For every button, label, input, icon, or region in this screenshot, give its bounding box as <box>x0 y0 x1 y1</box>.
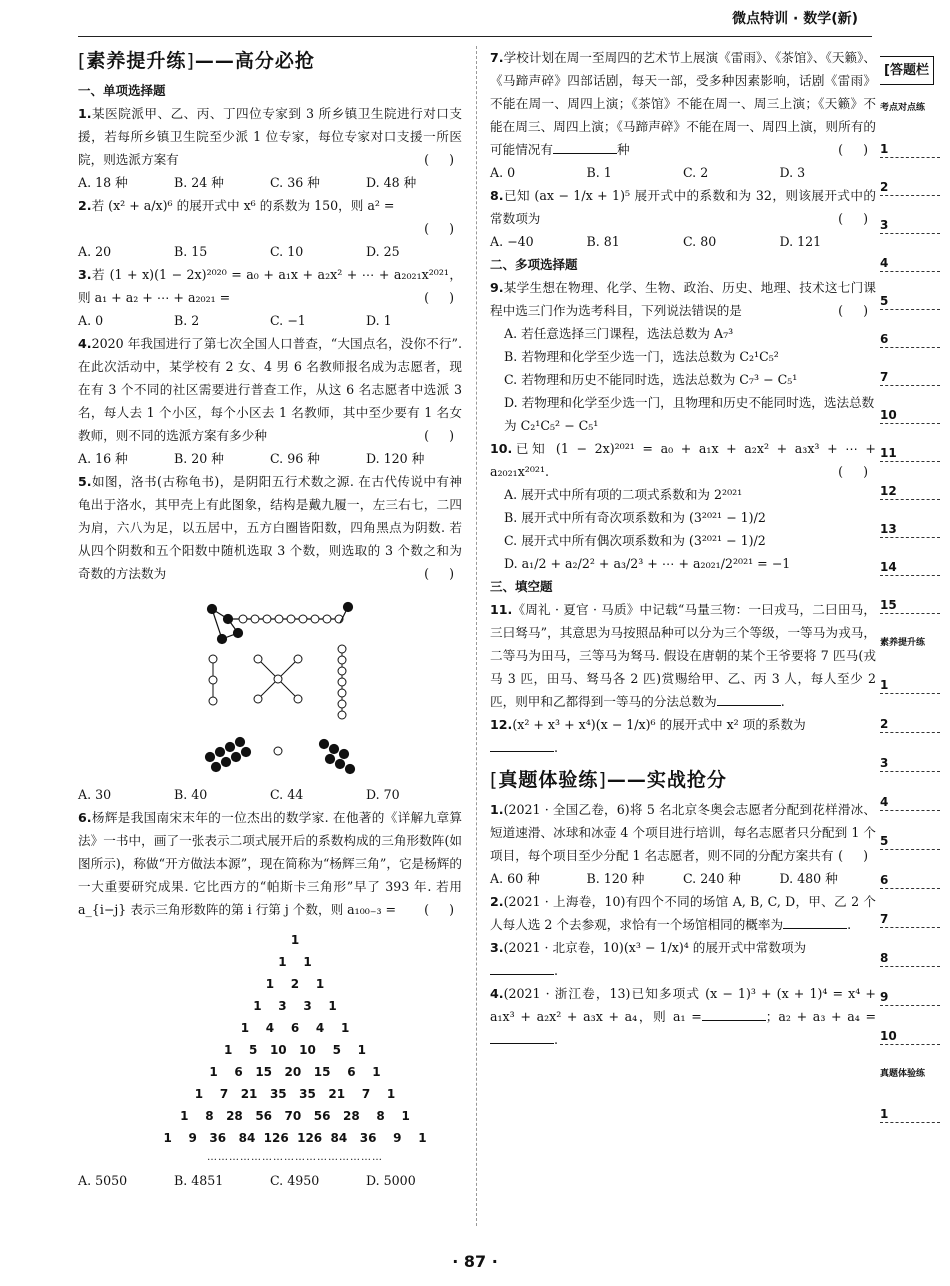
answer-slot[interactable]: 6 <box>880 872 940 889</box>
question-3: 3.若 (1 + x)(1 − 2x)²⁰²⁰ = a₀ + a₁x + a₂x² + ⋯ + a₂₀₂₁x²⁰²¹，则 a₁ + a₂ + ⋯ + a₂₀₂₁ = ( ) A. 0 B. 2 C. −1 D. 1 <box>78 267 462 328</box>
subhead-fill: 三、填空题 <box>490 579 553 594</box>
question-8: 8.已知 (ax − 1/x + 1)⁵ 展开式中的系数和为 32，则该展开式中的常数项为 ( ) A. −40 B. 81 C. 80 D. 121 <box>490 188 876 249</box>
answer-slot[interactable]: 5 <box>880 293 940 310</box>
answer-slot[interactable]: 1 <box>880 1106 940 1123</box>
question-7: 7.学校计划在周一至周四的艺术节上展演《雷雨》、《茶馆》、《天籁》、《马蹄声碎》四部话剧，每天一部，受多种因素影响，话剧《雷雨》不能在周一、周四上演；《茶馆》不能在周一、周三上演；《天籁》不能在周三、周四上演；《马蹄声碎》不能在周一、周四上演，则所有的可能情况有 种 ( ) A. 0 B. 1 C. 2 D. 3 <box>490 50 876 180</box>
zhenti-question-4: 4.(2021 · 浙江卷，13)已知多项式 (x − 1)³ + (x + 1)⁴ = x⁴ + a₁x³ + a₂x² + a₃x + a₄，则 a₁ = ；a₂ + a₃ + a₄ =. <box>490 986 876 1047</box>
answer-slot[interactable]: 3 <box>880 217 940 234</box>
zhenti-question-1: 1.(2021 · 全国乙卷，6)将 5 名北京冬奥会志愿者分配到花样滑冰、短道速滑、冰球和冰壶 4 个项目进行培训，每名志愿者只分配到 1 个项目，每个项目至少分配 1 名志愿者，则不同的分配方案共有 ( ) A. 60 种 B. 120 种 C. 240 种 D. 480 种 <box>490 802 876 886</box>
answer-blank <box>553 139 617 154</box>
subhead-multi: 二、多项选择题 <box>490 257 578 272</box>
answer-slot[interactable]: 5 <box>880 833 940 850</box>
answer-slot[interactable]: 1 <box>880 141 940 158</box>
answer-blank <box>490 1029 554 1044</box>
section-banner-zhenti: [真题体验练]——实战抢分 <box>490 769 727 791</box>
page-header-title: 微点特训 · 数学(新) <box>732 11 858 27</box>
answer-blank <box>490 960 554 975</box>
answer-blank <box>783 914 847 929</box>
question-11: 11.《周礼 · 夏官 · 马质》中记载“马量三物：一曰戎马，二曰田马，三曰驽马”，其意思为马按照品种可以分为三个等级，一等马为戎马，二等马为田马，三等马为驽马. 假设在唐朝的某个王爷要将 7 匹马(戎马 3 匹，田马、驽马各 2 匹)赏赐给甲、乙、丙 3 人，每人至少 2 匹，则甲和乙都得到一等马的分法总数为 . <box>490 602 876 709</box>
answer-slot[interactable]: 10 <box>880 407 940 424</box>
answer-blank <box>490 737 554 752</box>
question-9: 9.某学生想在物理、化学、生物、政治、历史、地理、技术这七门课程中选三门作为选考科目，下列说法错误的是 ( ) A. 若任意选择三门课程，选法总数为 A₇³ B. 若物理和化学至少选一门，选法总数为 C₂¹C₅² C. 若物理和历史不能同时选，选法总数为 C₇³ − C₅¹ D. 若物理和化学至少选一门，且物理和历史不能同时选，选法总数为 C₂¹C₅² − C₅¹ <box>490 280 876 433</box>
luoshu-diagram <box>78 589 462 779</box>
answer-slot[interactable]: 8 <box>880 950 940 967</box>
luoshu-figure <box>78 589 462 779</box>
answer-slot[interactable]: 4 <box>880 794 940 811</box>
question-10: 10.已知 (1 − 2x)²⁰²¹ = a₀ + a₁x + a₂x² + a₃x³ + ⋯ + a₂₀₂₁x²⁰²¹. ( ) A. 展开式中所有项的二项式系数和为 2²⁰²¹ B. 展开式中所有奇次项系数和为 (3²⁰²¹ − 1)/2 C. 展开式中所有偶次项系数和为 (3²⁰²¹ − 1)/2 D. a₁/2 + a₂/2² + a₃/2³ + ⋯ + a₂₀₂₁/2²⁰²¹ = −1 <box>490 441 876 571</box>
answer-bar-section-kaodian: 考点对点练 <box>880 103 926 113</box>
right-column <box>490 46 876 1051</box>
answer-slot[interactable]: 2 <box>880 716 940 733</box>
zhenti-question-2: 2.(2021 · 上海卷，10)有四个不同的场馆 A, B, C, D，甲、乙 2 个人每人选 2 个去参观，求恰有一个场馆相同的概率为 . <box>490 894 876 932</box>
answer-slot[interactable]: 3 <box>880 755 940 772</box>
answer-blank <box>717 691 781 706</box>
answer-bar <box>880 46 940 1123</box>
answer-slot[interactable]: 2 <box>880 179 940 196</box>
header-rule <box>78 36 872 37</box>
answer-slot[interactable]: 7 <box>880 911 940 928</box>
answer-blank <box>702 1006 766 1021</box>
left-column <box>78 46 462 1192</box>
question-6: 6.杨辉是我国南宋末年的一位杰出的数学家. 在他著的《详解九章算法》一书中，画了一张表示二项式展开后的系数构成的三角形数阵(如图所示)，称做“开方做法本源”，现在简称为“杨辉三角”，它是杨辉的一大重要研究成果. 它比西方的“帕斯卡三角形”早了 393 年. 若用 a_{i−j} 表示三角形数阵的第 i 行第 j 个数，则 a₁₀₀₋₃ = ( ) 1 1 1 1 2 1 1 3 3 1 1 4 6 4 1 1 5 10 10 5 1 1 6 15 20 15 6 1 1 7 21 35 35 21 7 1 1 8 28 56 70 56 28 8 1 1 9 36 84 126 126 84 36 9 1 ………………………………………… A. 5050 B. 4851 C. 4950 D. 5000 <box>78 810 462 1188</box>
triangle-continuation: ………………………………………… <box>207 1152 383 1163</box>
section-banner-suyang: [素养提升练]——高分必抢 <box>78 50 315 72</box>
question-12: 12.(x² + x³ + x⁴)(x − 1/x)⁶ 的展开式中 x² 项的系数为 . <box>490 717 806 755</box>
yanghui-triangle: 1 1 1 1 2 1 1 3 3 1 1 4 6 4 1 1 5 10 10 5 1 1 6 15 20 15 6 1 1 7 21 35 35 21 7 1 1 8 28 56 70 56 28 8 1 1 9 36 84 126 126 84 36 9 1 <box>163 933 427 1145</box>
answer-slot[interactable]: 10 <box>880 1028 940 1045</box>
answer-slot[interactable]: 15 <box>880 597 940 614</box>
answer-slot[interactable]: 14 <box>880 559 940 576</box>
answer-slot[interactable]: 9 <box>880 989 940 1006</box>
question-5: 5.如图，洛书(古称龟书)，是阴阳五行术数之源. 在古代传说中有神龟出于洛水，其甲壳上有此图象，结构是戴九履一，左三右七，二四为肩，六八为足，以五居中，五方白圈皆阳数，四角黑点为阴数. 若从四个阴数和五个阳数中随机选取 3 个数，则选取的 3 个数之和为奇数的方法数为 ( ) A. 30 B. 40 C. 44 D. 70 <box>78 474 462 802</box>
option-d: D. 48 种 <box>366 175 417 190</box>
question-1: 1.某医院派甲、乙、丙、丁四位专家到 3 所乡镇卫生院进行对口支援，若每所乡镇卫生院至少派 1 位专家，每位专家对口支援一所医院，则选派方案有 ( ) A. 18 种 B. 24 种 C. 36 种 D. 48 种 <box>78 102 462 194</box>
answer-slot[interactable]: 13 <box>880 521 940 538</box>
answer-slot[interactable]: 12 <box>880 483 940 500</box>
answer-bar-section-suyang: 素养提升练 <box>880 638 926 648</box>
answer-slot[interactable]: 4 <box>880 255 940 272</box>
question-2: 2.若 (x² + a/x)⁶ 的展开式中 x⁶ 的系数为 150，则 a² = ( ) A. 20 B. 15 C. 10 D. 25 <box>78 198 462 259</box>
answer-bar-section-zhenti: 真题体验练 <box>880 1069 926 1079</box>
subhead-single: 一、单项选择题 <box>78 83 166 98</box>
page-number: · 87 · <box>452 1252 498 1271</box>
answer-slot[interactable]: 1 <box>880 677 940 694</box>
answer-bar-title: [答题栏 <box>880 56 934 85</box>
option-c: C. 36 种 <box>270 175 320 190</box>
column-divider <box>476 46 477 1226</box>
question-4: 4.2020 年我国进行了第七次全国人口普查，“大国点名，没你不行”. 在此次活动中，某学校有 2 女、4 男 6 名教师报名成为志愿者，现在有 3 个不同的社区需要进行普查工作，从这 6 名志愿者中选派 3 名，每人去 1 个小区，每个小区去 1 名教师，其中至少要有 1 名女教师，则不同的选派方案有多少种 ( ) A. 16 种 B. 20 种 C. 96 种 D. 120 种 <box>78 336 462 466</box>
option-b: B. 24 种 <box>174 175 224 190</box>
answer-slot[interactable]: 11 <box>880 445 940 462</box>
answer-slot[interactable]: 7 <box>880 369 940 386</box>
zhenti-question-3: 3.(2021 · 北京卷，10)(x³ − 1/x)⁴ 的展开式中常数项为 . <box>490 940 807 978</box>
option-a: A. 18 种 <box>78 175 128 190</box>
answer-slot[interactable]: 6 <box>880 331 940 348</box>
